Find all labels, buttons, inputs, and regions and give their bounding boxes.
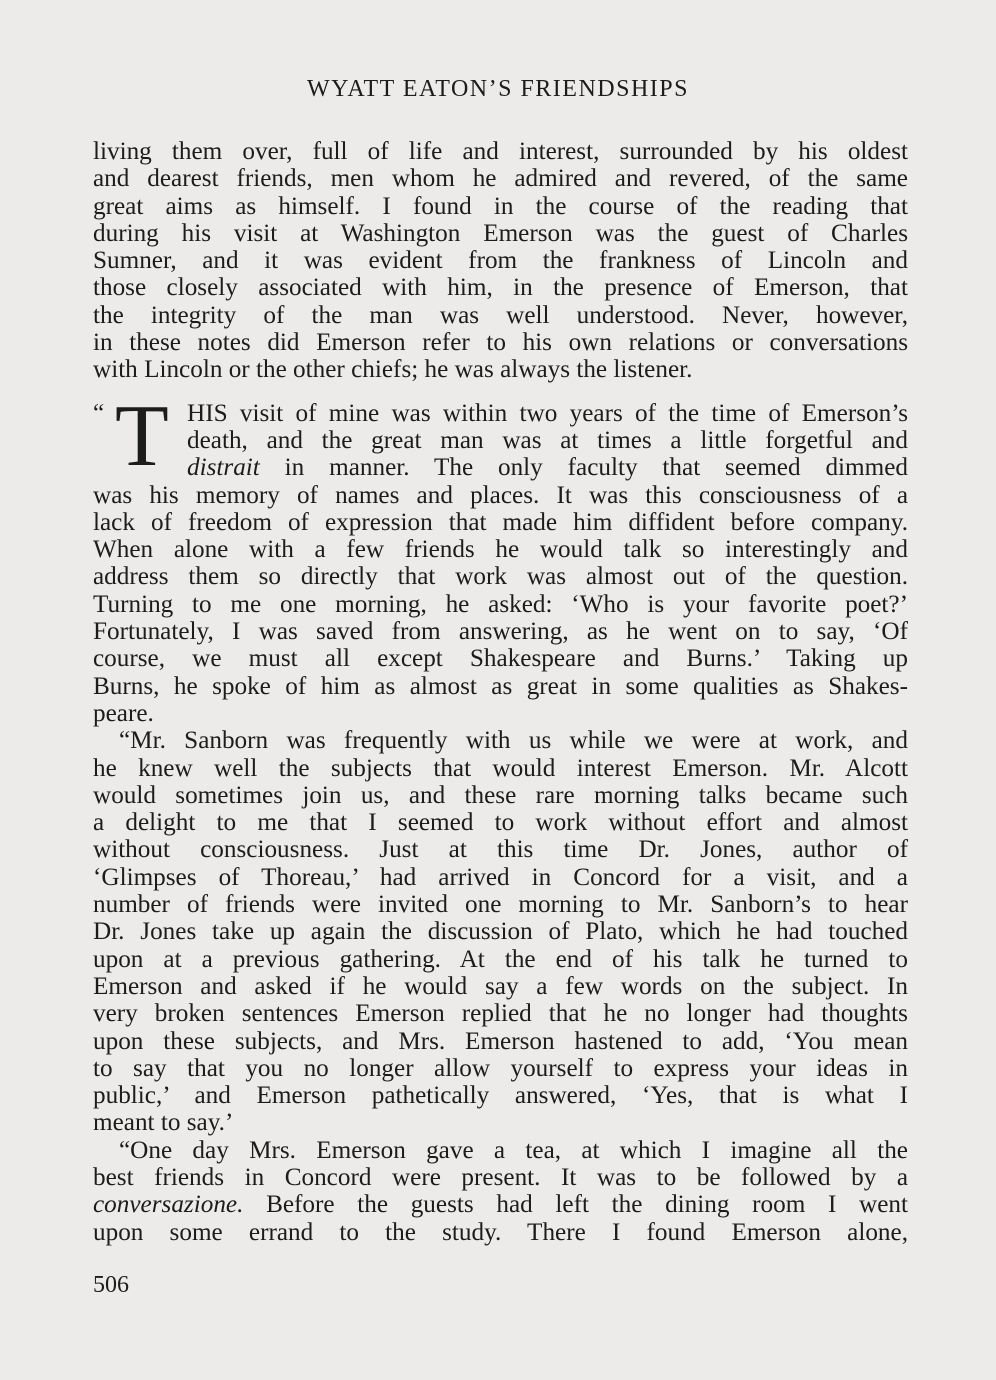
- italic-word: conversazione.: [93, 1191, 244, 1219]
- text-line: upon at a previous gathering. At the end of his talk he turned to: [93, 945, 908, 973]
- text-line: to say that you no longer allow yourself to express your ideas in: [93, 1054, 908, 1082]
- text-line: address them so directly that work was almost out of the question.: [93, 563, 908, 591]
- text-line: When alone with a few friends he would talk so interestingly and: [93, 536, 908, 564]
- text-line: would sometimes join us, and these rare morning talks became such: [93, 781, 908, 809]
- text-line: and dearest friends, men whom he admired and revered, of the same: [93, 165, 908, 193]
- body-text: [93, 138, 908, 1246]
- text-line: in these notes did Emerson refer to his own relations or conversations: [93, 329, 908, 357]
- paragraph-2: [93, 387, 908, 728]
- text-line: upon these subjects, and Mrs. Emerson hastened to add, ‘You mean: [93, 1027, 908, 1055]
- text-line: Dr. Jones take up again the discussion of Plato, which he had touched: [93, 918, 908, 946]
- text-line: course, we must all except Shakespeare and Burns.’ Taking up: [93, 645, 908, 673]
- text-line: living them over, full of life and interest, surrounded by his oldest: [93, 138, 908, 165]
- text-line: “One day Mrs. Emerson gave a tea, at which I imagine all the: [119, 1136, 908, 1164]
- text-fragment: Before the guests had left the dining room I went: [243, 1191, 908, 1219]
- paragraph-3: [93, 727, 908, 1136]
- text-line: great aims as himself. I found in the course of the reading that: [93, 192, 908, 220]
- text-line: those closely associated with him, in the presence of Emerson, that: [93, 274, 908, 302]
- drop-cap: T: [115, 387, 169, 485]
- text-line: was his memory of names and places. It was this consciousness of a: [93, 481, 908, 509]
- text-line: death, and the great man was at times a little forgetful and: [187, 426, 908, 454]
- text-line: meant to say.’: [93, 1109, 234, 1137]
- text-line: [93, 1191, 908, 1218]
- text-line: best friends in Concord were present. It was to be followed by a: [93, 1163, 908, 1191]
- text-line: “Mr. Sanborn was frequently with us while we were at work, and: [119, 727, 908, 755]
- text-line: upon some errand to the study. There I found Emerson alone,: [93, 1218, 908, 1246]
- text-line: number of friends were invited one morning to Mr. Sanborn’s to hear: [93, 891, 908, 919]
- text-line: Sumner, and it was evident from the frankness of Lincoln and: [93, 247, 908, 275]
- text-line: [93, 454, 908, 481]
- paragraph-1: [93, 138, 908, 384]
- text-line: peare.: [93, 699, 154, 727]
- text-line: a delight to me that I seemed to work without effort and almost: [93, 809, 908, 837]
- text-line: very broken sentences Emerson replied that he no longer had thoughts: [93, 1000, 908, 1028]
- text-line: Emerson and asked if he would say a few words on the subject. In: [93, 972, 908, 1000]
- italic-word: distrait: [187, 454, 260, 482]
- paragraph-4: [93, 1137, 908, 1246]
- opening-quote: “: [93, 399, 105, 427]
- text-line: HIS visit of mine was within two years of the time of Emerson’s: [187, 399, 908, 427]
- text-line: the integrity of the man was well understood. Never, however,: [93, 301, 908, 329]
- text-line: Turning to me one morning, he asked: ‘Who is your favorite poet?’: [93, 590, 908, 618]
- page-number: 506: [93, 1272, 129, 1298]
- text-line: he knew well the subjects that would interest Emerson. Mr. Alcott: [93, 754, 908, 782]
- text-line: with Lincoln or the other chiefs; he was always the listener.: [93, 356, 693, 384]
- text-line: without consciousness. Just at this time Dr. Jones, author of: [93, 836, 908, 864]
- text-line: public,’ and Emerson pathetically answered, ‘Yes, that is what I: [93, 1082, 908, 1110]
- running-head: WYATT EATON’S FRIENDSHIPS: [307, 76, 689, 102]
- text-line: ‘Glimpses of Thoreau,’ had arrived in Concord for a visit, and a: [93, 863, 908, 891]
- text-line: during his visit at Washington Emerson was the guest of Charles: [93, 219, 908, 247]
- text-line: Fortunately, I was saved from answering, as he went on to say, ‘Of: [93, 618, 908, 646]
- text-line: Burns, he spoke of him as almost as great in some qualities as Shakes-: [93, 672, 908, 700]
- text-line: lack of freedom of expression that made him diffident before company.: [93, 508, 908, 536]
- text-fragment: in manner. The only faculty that seemed dimmed: [259, 454, 908, 482]
